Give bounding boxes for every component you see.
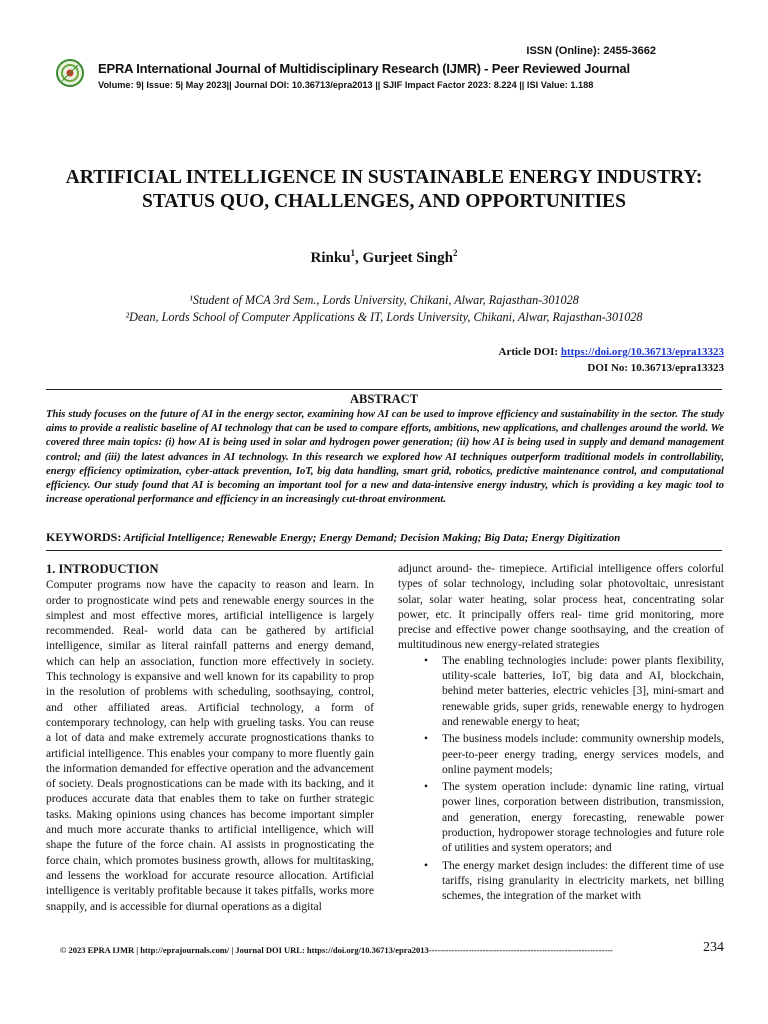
author-2: Gurjeet Singh	[362, 250, 453, 266]
list-item	[398, 859, 724, 905]
authors	[0, 248, 768, 267]
bullet-list	[398, 654, 724, 905]
bullet-icon: •	[424, 654, 429, 667]
article-doi-link[interactable]: https://doi.org/10.36713/epra13323	[560, 346, 724, 358]
affiliation-1: ¹Student of MCA 3rd Sem., Lords University, Chikani, Alwar, Rajasthan-301028	[189, 293, 579, 307]
intro-paragraph: Computer programs now have the capacity to reason and learn. In order to prognosticate wind pets and renewable energy sources in the simplest and most effective mores, artificial intelligence is largely recommended. Real- world data can be gathered by artificial intelligence, similar as literal rainfall patterns and energy demand, which can help an association, function more effectively in society. This technology is expansive and well known for its capability to prop in the resolution of problems with scheduling, soothsaying, control, and other affiliated areas. Artificial technology, a form of contemporary technology, can help with grueling tasks. You can reuse a lot of data and make extremely accurate prognostications thanks to artificial intelligence. This enables your company to more fluently gain the information demanded for effective operation and the advancement of society. Deals prognostications can be made with its backing, and it produces accurate data that enables them to take on further strategic tasks. Making opinions using chances has become important simpler and much more accurate thanks to artificial intelligence, which will shape the future of the force chain. AI assists in prognosticating the force chain, which promotes business growth, allows for multitasking, and lessens the workload for accurate resource allocation. Artificial intelligence is veritably profitable because it takes pitfalls, works more snappily, and is accessible for diurnal operations as a digital	[46, 579, 374, 913]
journal-name: EPRA International Journal of Multidisciplinary Research (IJMR) - Peer Reviewed Journal	[98, 61, 630, 76]
article-doi-label: Article DOI:	[498, 346, 561, 358]
keywords-label: KEYWORDS:	[46, 530, 122, 544]
doi-number: DOI No: 10.36713/epra13323	[587, 362, 724, 374]
section-heading: 1. INTRODUCTION	[46, 562, 159, 576]
author-1: Rinku	[310, 250, 351, 266]
list-item-text: The system operation include: dynamic line rating, virtual power lines, corporation between distribution, transmission, and generation, energy forecasting, renewable power production, hydropower storage technologies and future role of utilities and system operators; and	[442, 781, 724, 855]
author-separator: ,	[355, 250, 363, 266]
list-item	[398, 732, 724, 778]
article-doi	[499, 346, 724, 358]
intro-paragraph-continued: adjunct around- the- timepiece. Artificial intelligence offers colorful types of solar technology, including solar photovoltaic, unresistant solar, solar water heating, solar process heat, concentrating solar power, etc. It principally offers real- time grid monitoring, more precise and effective power change soothsaying, and the creation of multitudinous new energy-related strategies	[398, 563, 724, 652]
bullet-icon: •	[424, 859, 429, 872]
keywords-text: Artificial Intelligence; Renewable Energy; Energy Demand; Decision Making; Big Data; Energy Digitization	[121, 532, 621, 544]
author-1-sup: 1	[350, 248, 356, 258]
abstract-text: This study focuses on the future of AI in the energy sector, examining how AI can be used to improve efficiency and sustainability in the sector. The study aims to provide a realistic baseline of AI technology that can be used to compare efforts, ambitions, new applications, and challenges around the world. We covered three main topics: (i) how AI is being used in solar and hydrogen power generation; (ii) how AI is being used in supply and demand management control; and (iii) the latest advances in AI technology. In this research we explored how AI techniques outperform traditional models in controllability, energy efficiency optimization, cyber-attack prevention, IoT, big data handling, smart grid, robotics, predictive maintenance control, and computational efficiency. Our study found that AI is becoming an important tool for a new and data-intensive energy industry, which is providing a key magic tool to increase operational performance and efficiency in an increasingly cut-throat environment.	[46, 409, 724, 506]
keywords	[46, 530, 724, 545]
volume-line: Volume: 9| Issue: 5| May 2023|| Journal DOI: 10.36713/epra2013 || SJIF Impact Factor 2023: 8.224 || ISI Value: 1.188	[98, 80, 594, 90]
list-item-text: The enabling technologies include: power plants flexibility, utility-scale batteries, IoT, big data and AI, blockchain, behind meter batteries, electric vehicles [3], mini-smart and renewable grids, super grids, renewable energy to hydrogen and renewable energy to heat;	[442, 654, 724, 728]
divider	[46, 389, 722, 390]
author-2-sup: 2	[452, 248, 458, 258]
journal-logo-icon	[56, 59, 84, 87]
right-column	[398, 562, 724, 907]
page-number: 234	[703, 940, 724, 955]
list-item-text: The energy market design includes: the different time of use tariffs, rising granularity in electricity markets, net billing schemes, the integration of the market with	[442, 859, 724, 903]
divider	[46, 550, 722, 551]
affiliation-2: ²Dean, Lords School of Computer Applications & IT, Lords University, Chikani, Alwar, Rajasthan-301028	[125, 310, 643, 324]
bullet-icon: •	[424, 733, 429, 746]
page-footer	[60, 940, 724, 955]
list-item	[398, 654, 724, 730]
bullet-icon: •	[424, 781, 429, 794]
footer-text: © 2023 EPRA IJMR | http://eprajournals.com/ | Journal DOI URL: https://doi.org/10.36713/epra2013-----------------------------------------------------------------	[60, 945, 613, 955]
list-item-text: The business models include: community ownership models, peer-to-peer energy trading, energy services models, and online payment models;	[442, 733, 724, 776]
left-column	[46, 562, 374, 915]
issn: ISSN (Online): 2455-3662	[526, 45, 656, 57]
paper-title: ARTIFICIAL INTELLIGENCE IN SUSTAINABLE ENERGY INDUSTRY: STATUS QUO, CHALLENGES, AND OPPORTUNITIES	[65, 167, 703, 212]
list-item	[398, 780, 724, 856]
abstract-heading: ABSTRACT	[349, 392, 419, 406]
